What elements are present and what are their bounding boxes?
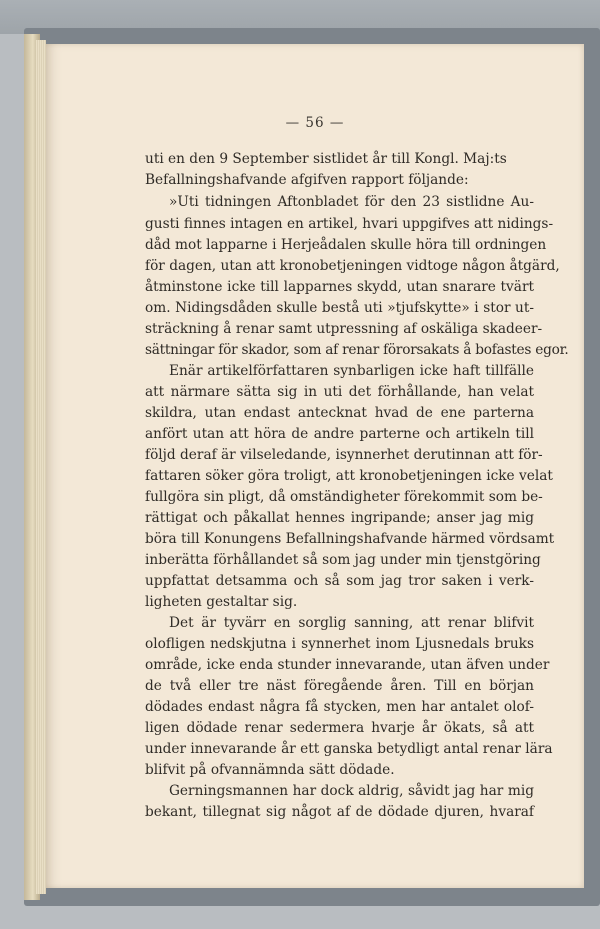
text-line: att närmare sätta sig in uti det förhållande, han velat [145,384,534,400]
text-line: fullgöra sin pligt, då omständigheter förekommit som be- [145,489,543,505]
text-line: Det är tyvärr en sorglig sanning, att renar blifvit [169,615,534,631]
text-line: rättigat och påkallat hennes ingripande; anser jag mig [145,510,534,526]
text-line: dödades endast några få stycken, men har antalet olof- [145,699,534,715]
text-line: åtminstone icke till lapparnes skydd, utan snarare tvärt [145,279,534,295]
text-line: bekant, tillegnat sig något af de dödade djuren, hvaraf [145,804,534,820]
text-line: skildra, utan endast antecknat hvad de ene parterna [145,405,534,421]
text-line: ligheten gestaltar sig. [145,594,298,610]
text-line: anfört utan att höra de andre parterne och artikeln till [145,426,534,442]
text-line: »Uti tidningen Aftonbladet för den 23 sistlidne Au- [169,194,534,210]
text-line: de två eller tre näst föregående åren. Till en början [145,678,534,694]
text-line: Enär artikelförfattaren synbarligen icke haft tillfälle [169,363,534,379]
text-line: inberätta förhållandet så som jag under min tjenstgöring [145,552,541,568]
page-stack [36,40,46,894]
text-line: Befallningshafvande afgifven rapport följande: [145,172,469,188]
text-line: blifvit på ofvannämnda sätt dödade. [145,762,395,778]
text-line: Gerningsmannen har dock aldrig, såvidt jag har mig [169,783,534,799]
text-line: för dagen, utan att kronobetjeningen vidtoge någon åtgärd, [145,258,560,274]
text-line: område, icke enda stunder innevarande, utan äfven under [145,657,550,673]
text-line: uppfattat detsamma och så som jag tror saken i verk- [145,573,534,589]
text-line: böra till Konungens Befallningshafvande härmed vördsamt [145,531,555,547]
text-line: gusti finnes intagen en artikel, hvari uppgifves att nidings- [145,216,554,232]
text-line: dåd mot lapparne i Herjeådalen skulle höra till ordningen [145,237,547,253]
book-page [46,44,584,888]
text-line: om. Nidingsdåden skulle bestå uti »tjufskytte» i stor ut- [145,300,534,316]
text-line: under innevarande år ett ganska betydligt antal renar lära [145,741,553,757]
text-line: fattaren söker göra troligt, att kronobetjeningen icke velat [145,468,553,484]
text-line: olofligen nedskjutna i synnerhet inom Ljusnedals bruks [145,636,534,652]
text-line: uti en den 9 September sistlidet år till Kongl. Maj:ts [145,151,507,167]
text-line: sättningar för skador, som af renar förorsakats å bofastes egor. [145,342,569,358]
text-line: följd deraf är vilseledande, isynnerhet derutinnan att för- [145,447,543,463]
text-line: sträckning å renar samt utpressning af oskäliga skadeer- [145,321,543,337]
text-line: ligen dödade renar sedermera hvarje år ökats, så att [145,720,534,736]
page-number: — 56 — [285,115,345,131]
